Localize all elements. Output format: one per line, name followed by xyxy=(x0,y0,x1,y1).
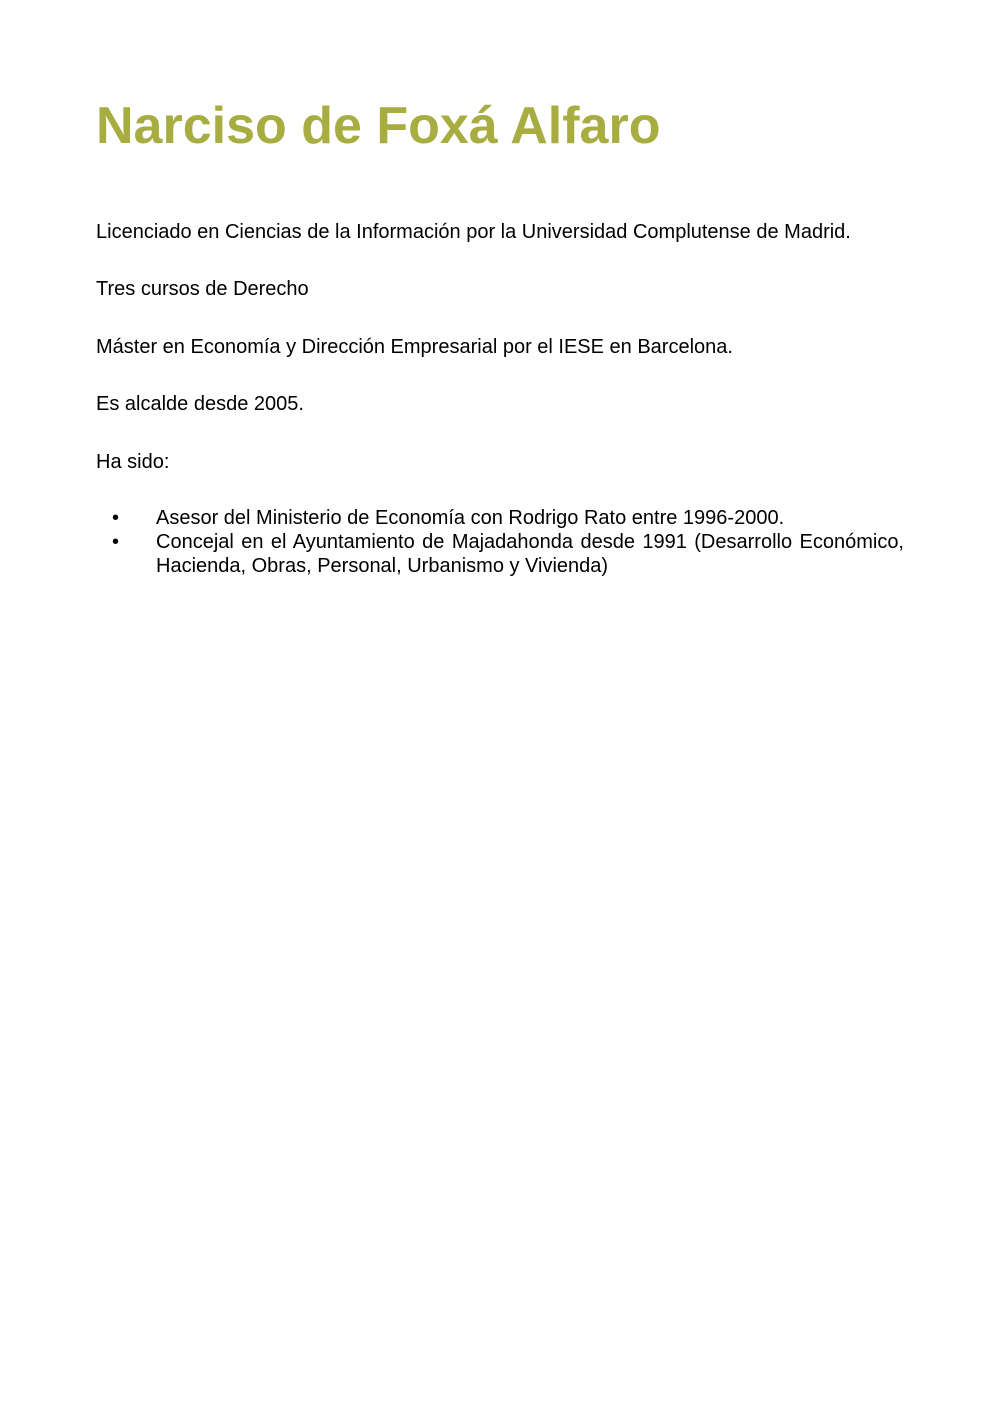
list-item xyxy=(0,506,1000,530)
list-item-text: Asesor del Ministerio de Economía con Rodrigo Rato entre 1996-2000. xyxy=(156,507,785,529)
paragraph-mayor: Es alcalde desde 2005. xyxy=(96,393,304,415)
page-title: Narciso de Foxá Alfaro xyxy=(96,97,661,155)
paragraph-ha-sido: Ha sido: xyxy=(96,451,170,473)
list-item-text: Concejal en el Ayuntamiento de Majadahonda desde 1991 (Desarrollo Económico, Hacienda, Obras, Personal, Urbanismo y Vivienda) xyxy=(156,531,904,577)
bullet-icon: • xyxy=(112,507,120,529)
career-list xyxy=(0,506,1000,578)
paragraph-master: Máster en Economía y Dirección Empresarial por el IESE en Barcelona. xyxy=(96,336,733,358)
bullet-icon: • xyxy=(112,531,120,553)
paragraph-education: Licenciado en Ciencias de la Información por la Universidad Complutense de Madrid. xyxy=(96,221,851,243)
list-item xyxy=(0,530,1000,578)
paragraph-law-courses: Tres cursos de Derecho xyxy=(96,278,309,300)
